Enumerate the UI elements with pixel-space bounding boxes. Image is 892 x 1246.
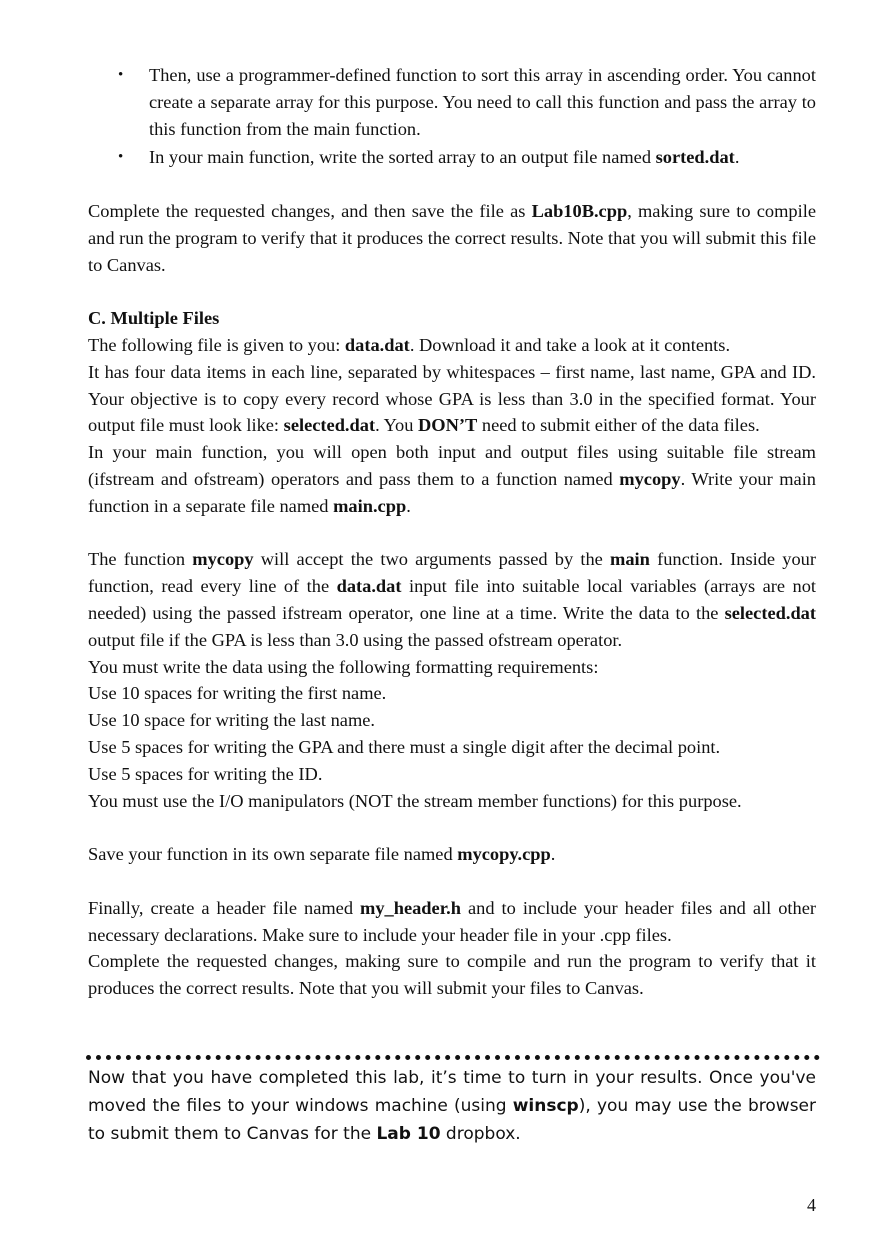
- paragraph-final: Complete the requested changes, making sure to compile and run the program to verify that it produces the correct results. Note that you will submit your files to Canvas.: [88, 951, 816, 999]
- heading-text: C. Multiple Files: [88, 308, 220, 329]
- text: .: [406, 495, 411, 516]
- text: It has four data items in each line, separated by whitespaces – first name, last name, GPA and ID. Your objective is to copy every record whose GPA is less than 3.0 in the specified format. Your output file must look like:: [88, 361, 816, 436]
- text: and to include your header files and all other necessary declarations. Make sure to include your header file in your .cpp files.: [88, 897, 816, 945]
- text: Now that you have completed this lab, it’s time to turn in your results. Once you've moved the files to your windows machine (using: [88, 1068, 816, 1116]
- function-main: main: [610, 549, 650, 570]
- filename-data: data.dat: [336, 576, 402, 597]
- text: output file if the GPA is less than 3.0 using the passed ofstream operator.: [88, 629, 623, 650]
- paragraph-main-function: [88, 439, 816, 519]
- text: need to submit either of the data files.: [477, 415, 760, 436]
- function-mycopy: mycopy: [619, 468, 681, 489]
- footer-note: [88, 1064, 816, 1148]
- emphasis-dont: DON’T: [418, 415, 478, 436]
- text: will accept the two arguments passed by the: [253, 549, 611, 570]
- text: function. Inside your function, read every line of the: [88, 549, 816, 597]
- text: dropbox.: [440, 1124, 521, 1144]
- bullet-text-end: .: [734, 147, 740, 168]
- function-mycopy: mycopy: [192, 549, 254, 570]
- paragraph-header: [88, 895, 816, 949]
- bullet-text: In your main function, write the sorted array to an output file named: [149, 147, 656, 168]
- text: Save your function in its own separate file named: [88, 844, 458, 865]
- text: . Write your main function in a separate file named: [88, 468, 817, 516]
- dotted-divider: [86, 1055, 820, 1060]
- section-heading: [88, 305, 816, 332]
- paragraph-mycopy: [88, 546, 816, 653]
- text: The function: [88, 549, 193, 570]
- bullet-list: [88, 62, 816, 171]
- format-line: Use 10 spaces for writing the first name.: [88, 683, 387, 704]
- format-line: Use 10 space for writing the last name.: [88, 710, 376, 731]
- filename-selected: selected.dat: [724, 602, 816, 623]
- text: ), you may use the browser to submit them to Canvas for the: [88, 1096, 816, 1144]
- text: In your main function, you will open both input and output files using suitable file stream (ifstream and ofstream) operators and pass them to a function named: [88, 442, 816, 489]
- tool-winscp: winscp: [512, 1096, 579, 1116]
- text: . You: [375, 415, 419, 436]
- format-line: Use 5 spaces for writing the GPA and there must a single digit after the decimal point.: [88, 736, 721, 757]
- text: Complete the requested changes, and then save the file as: [88, 200, 532, 221]
- text: input file into suitable local variables (arrays are not needed) using the passed ifstream operator, one line at a time. Write the data to the: [88, 576, 816, 623]
- bullet-dot-icon: •: [118, 149, 124, 166]
- text: .: [550, 844, 556, 865]
- page-number: 4: [807, 1195, 816, 1215]
- bullet-item-sort: [88, 62, 816, 142]
- filename-data: data.dat: [344, 334, 410, 355]
- paragraph-objective: [88, 359, 816, 439]
- filename-header: my_header.h: [360, 897, 462, 918]
- filename-lab10b: Lab10B.cpp: [531, 200, 628, 221]
- filename-selected: selected.dat: [283, 415, 376, 436]
- text: . Download it and take a look at it contents.: [409, 334, 731, 355]
- bullet-dot-icon: •: [118, 67, 124, 83]
- filename-main: main.cpp: [333, 495, 407, 516]
- filename-sorted: sorted.dat: [655, 147, 735, 168]
- bullet-item-write: [88, 144, 816, 171]
- document-page: [88, 62, 816, 1002]
- format-line: You must use the I/O manipulators (NOT the stream member functions) for this purpose.: [88, 790, 742, 811]
- text: Finally, create a header file named: [88, 897, 361, 918]
- paragraph-save: [88, 841, 816, 868]
- format-line: You must write the data using the following formatting requirements:: [88, 656, 599, 677]
- text: The following file is given to you:: [88, 334, 345, 355]
- paragraph-given-file: [88, 332, 816, 359]
- format-line: Use 5 spaces for writing the ID.: [88, 763, 323, 784]
- filename-mycopy-cpp: mycopy.cpp: [457, 844, 551, 865]
- paragraph-lab10b: [88, 198, 816, 278]
- lab-name: Lab 10: [376, 1124, 441, 1144]
- text: , making sure to compile and run the program to verify that it produces the correct results. Note that you will submit this file to Canvas.: [88, 200, 816, 275]
- bullet-text: Then, use a programmer-defined function to sort this array in ascending order. You cannot create a separate array for this purpose. You need to call this function and pass the array to this function from the main function.: [149, 65, 816, 139]
